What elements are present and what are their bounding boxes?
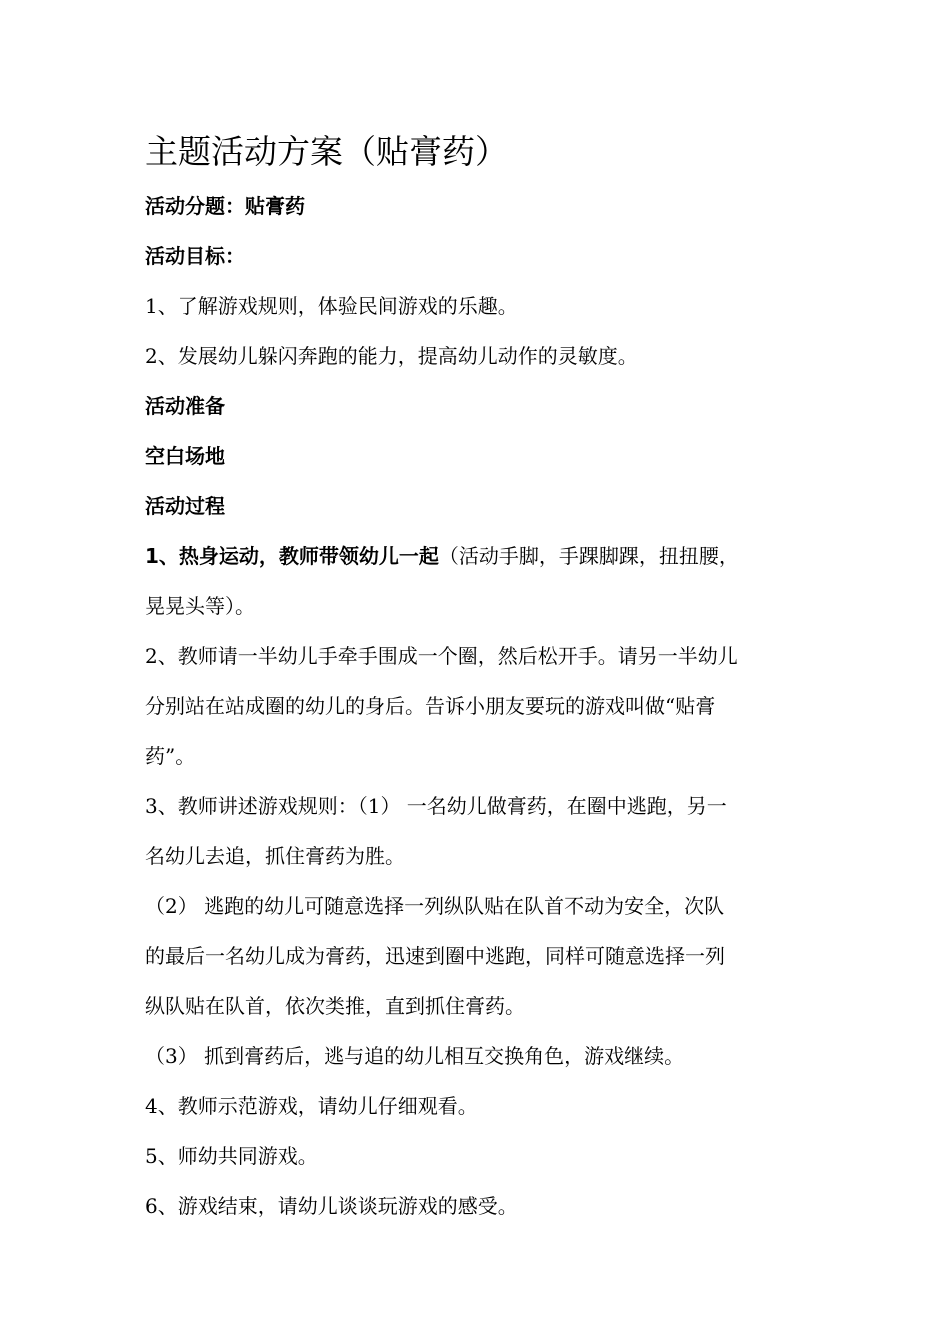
rule-2-line-3: 纵队贴在队首，依次类推，直到抓住膏药。 xyxy=(145,994,525,1018)
process-step-6: 6、游戏结束，请幼儿谈谈玩游戏的感受。 xyxy=(145,1194,518,1218)
process-step-4: 4、教师示范游戏，请幼儿仔细观看。 xyxy=(145,1094,478,1118)
process-step-2-line-1: 2、教师请一半幼儿手牵手围成一个圈，然后松开手。请另一半幼儿 xyxy=(145,644,738,668)
rule-2-line-1: （2） 逃跑的幼儿可随意选择一列纵队贴在队首不动为安全，次队 xyxy=(145,894,725,918)
process-heading: 活动过程 xyxy=(145,494,225,518)
process-step-1-continued: 晃晃头等）。 xyxy=(145,594,255,618)
activity-subtitle: 活动分题：贴膏药 xyxy=(145,194,305,218)
process-step-1 xyxy=(145,531,810,581)
process-step-3-line-2: 名幼儿去追，抓住膏药为胜。 xyxy=(145,844,405,868)
process-step-1-rest: （活动手脚，手踝脚踝，扭扭腰， xyxy=(438,544,739,568)
process-step-1-bold: 1、热身运动，教师带领幼儿一起 xyxy=(145,544,439,568)
preparation-text: 空白场地 xyxy=(145,444,225,468)
goals-heading: 活动目标： xyxy=(145,244,245,268)
process-step-5: 5、师幼共同游戏。 xyxy=(145,1144,318,1168)
preparation-heading: 活动准备 xyxy=(145,394,225,418)
goal-item-1: 1、了解游戏规则，体验民间游戏的乐趣。 xyxy=(145,294,518,318)
goal-item-2: 2、发展幼儿躲闪奔跑的能力，提高幼儿动作的灵敏度。 xyxy=(145,344,638,368)
document-title: 主题活动方案（贴膏药） xyxy=(145,132,508,171)
process-step-2-line-2: 分别站在站成圈的幼儿的身后。告诉小朋友要玩的游戏叫做“贴膏 xyxy=(145,694,716,718)
rule-2-line-2: 的最后一名幼儿成为膏药，迅速到圈中逃跑，同样可随意选择一列 xyxy=(145,944,725,968)
document-page xyxy=(145,127,810,1231)
process-step-2-line-3: 药”。 xyxy=(145,744,196,768)
process-step-3-line-1: 3、教师讲述游戏规则：（1） 一名幼儿做膏药，在圈中逃跑，另一 xyxy=(145,794,727,818)
rule-3-line-1: （3） 抓到膏药后，逃与追的幼儿相互交换角色，游戏继续。 xyxy=(145,1044,685,1068)
